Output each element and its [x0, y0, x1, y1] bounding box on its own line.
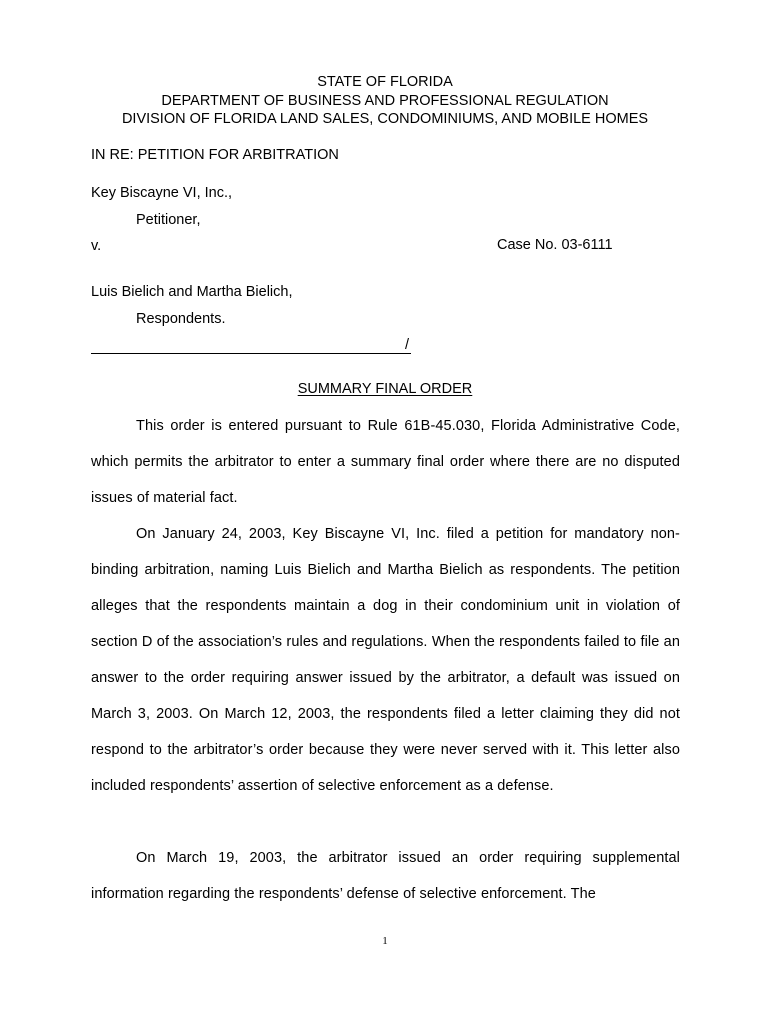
document-header — [0, 73, 770, 129]
body-paragraph-3: On March 19, 2003, the arbitrator issued an order requiring supplemental information regarding the respondents’ defense of selective enforcement. The — [91, 850, 680, 902]
body-paragraph-2: On January 24, 2003, Key Biscayne VI, Inc. filed a petition for mandatory non-binding arbitration, naming Luis Bielich and Martha Bielich as respondents. The petition alleges that the respondents maintain a dog in their condominium unit in violation of section D of the association’s rules and regulations. When the respondents failed to file an answer to the order requiring answer issued by the arbitrator, a default was issued on March 3, 2003. On March 12, 2003, the respondents filed a letter claiming they did not respond to the arbitrator’s order because they were never served with it. This letter also included respondents’ assertion of selective enforcement as a defense. — [91, 526, 680, 794]
header-state: STATE OF FLORIDA — [317, 74, 453, 90]
body-paragraph-1: This order is entered pursuant to Rule 61B-45.030, Florida Administrative Code, which permits the arbitrator to enter a summary final order where there are no disputed issues of material fact. — [91, 418, 680, 506]
caption-rule — [91, 338, 411, 354]
document-title — [0, 381, 770, 397]
petitioner-name: Key Biscayne VI, Inc., — [91, 185, 233, 201]
case-number: Case No. 03-6111 — [497, 237, 613, 253]
respondent-label: Respondents. — [136, 311, 226, 327]
header-division: DIVISION OF FLORIDA LAND SALES, CONDOMINIUMS, AND MOBILE HOMES — [121, 111, 649, 127]
page-number: 1 — [382, 935, 388, 947]
versus-label: v. — [91, 238, 102, 254]
in-re-line: IN RE: PETITION FOR ARBITRATION — [91, 147, 339, 163]
petitioner-label: Petitioner, — [136, 212, 201, 228]
caption-slash: / — [405, 337, 410, 353]
header-department: DEPARTMENT OF BUSINESS AND PROFESSIONAL REGULATION — [161, 92, 609, 109]
respondent-names: Luis Bielich and Martha Bielich, — [91, 284, 293, 300]
document-title-text: SUMMARY FINAL ORDER — [297, 381, 473, 397]
